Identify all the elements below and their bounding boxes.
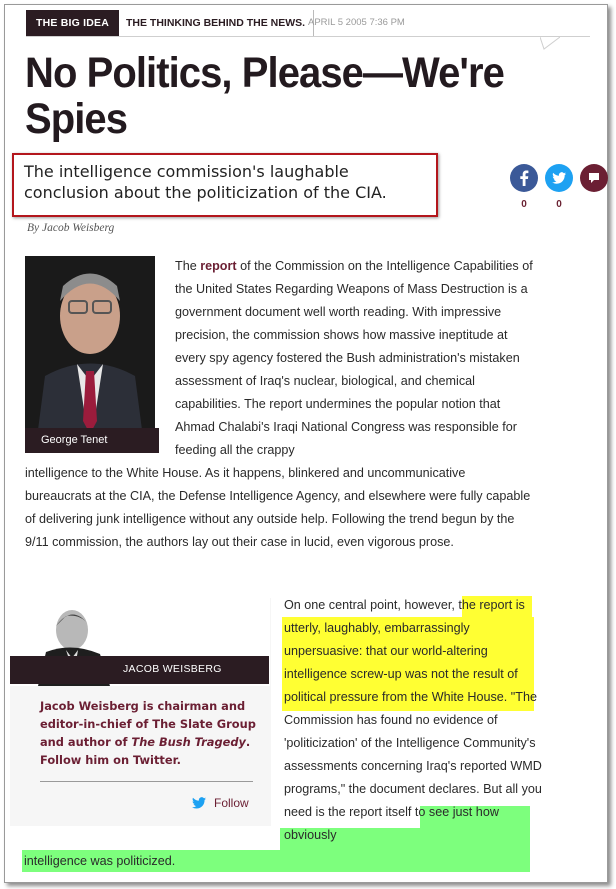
george-tenet-photo [25,256,155,453]
text-run: The [175,259,201,273]
paragraph-1-top [175,255,535,462]
publish-date: APRIL 5 2005 7:36 PM [308,17,405,28]
twitter-share-count: 0 [556,199,562,210]
follow-label: Follow [214,796,249,810]
twitter-share-button[interactable] [545,164,573,192]
text-run: . Follow him on Twitter. [40,735,251,767]
author-bio [40,697,260,769]
section-tagline: THE THINKING BEHIND THE NEWS. [118,10,314,36]
paragraph-2 [284,594,542,847]
byline[interactable]: By Jacob Weisberg [27,222,115,234]
article-dek: The intelligence commission's laughable conclusion about the politicization of the CIA. [24,162,387,202]
author-name[interactable]: JACOB WEISBERG [123,663,222,675]
text-run: Jacob Weisberg is chairman and editor-in-chief of The Slate Group and author of [40,699,256,749]
book-title[interactable]: The Bush Tragedy [131,735,246,749]
section-kicker[interactable]: THE BIG IDEA [26,10,119,36]
green-highlighted-text: all you need is the report itself to see just how obviously [284,782,542,842]
report-link[interactable]: report [200,259,237,273]
twitter-bird-icon [192,797,206,809]
paragraph-1-bottom: intelligence to the White House. As it happens, blinkered and uncommunicative bureaucrats at the CIA, the Defense Intelligence Agency, and elsewhere were fully capable of delivering junk intelligence without any outside help. Following the trend begun by the 9/11 commission, the authors lay out their case in lucid, even vigorous prose. [25,466,531,549]
follow-button[interactable] [192,796,249,810]
author-divider [40,781,253,782]
yellow-highlighted-text: the report is utterly, laughably, embarrassingly unpersuasive: that our world-altering intelligence screw-up was not the result of political pressure from the White House. [284,598,525,704]
photo-caption: George Tenet [25,428,159,453]
text-run: "The Commission has found no evidence of 'politicization' of the Intelligence Community's assessments concerning Iraq's reported WMD programs," the document declares. But [284,690,542,796]
facebook-share-button[interactable] [510,164,538,192]
comments-button[interactable] [580,164,608,192]
section-bar [20,10,610,36]
page-title: No Politics, Please—We're Spies [25,49,504,143]
paragraph-2-last-line: intelligence was politicized. [24,854,176,868]
facebook-share-count: 0 [521,199,527,210]
header-divider [26,36,590,37]
text-run: of the Commission on the Intelligence Capabilities of the United States Regarding Weapons of Mass Destruction is a government document well worth reading. With impressive precision, the commission shows how massive ineptitude at every spy agency fostered the Bush administration's mistaken assessment of Iraq's nuclear, biological, and chemical capabilities. The report undermines the popular notion that Ahmad Chalabi's Iraqi National Congress was responsible for feeding all the crappy [175,259,533,457]
twitter-bird-icon [545,164,573,192]
comment-bubble-icon [580,164,608,192]
facebook-icon [510,164,538,192]
text-run: On one central point, however, [284,598,459,612]
